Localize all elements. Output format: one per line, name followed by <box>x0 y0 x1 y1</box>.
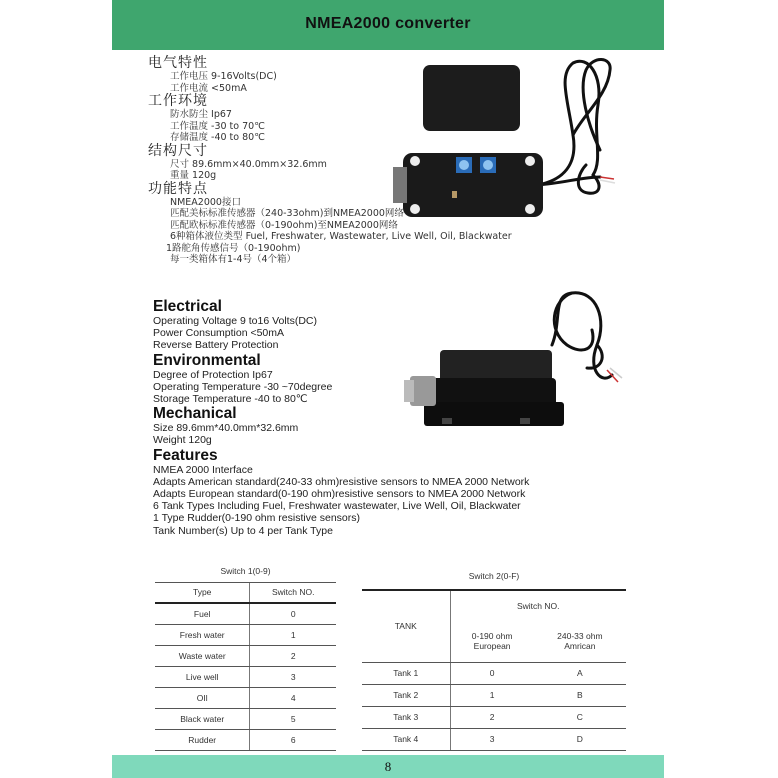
table-row <box>155 645 336 666</box>
en-features-heading: Features <box>153 446 218 464</box>
switch2-european-cell: 1 <box>450 684 534 706</box>
cn-features-line: 匹配美标标准传感器（240-33ohm)到NMEA2000网络 <box>170 208 404 219</box>
cn-features-line: NMEA2000接口 <box>170 196 241 208</box>
en-electrical-heading: Electrical <box>153 298 222 315</box>
switch2-european-cell: 0 <box>450 662 534 684</box>
en-features-line: 6 Tank Types Including Fuel, Freshwater wastewater, Live Well, Oil, Blackwater <box>153 500 521 513</box>
switch2-european-cell: 3 <box>450 728 534 750</box>
switch1-number-cell: 4 <box>250 687 336 708</box>
table-row <box>155 687 336 708</box>
switch2-european-header <box>450 620 534 662</box>
european-range: 0-190 ohm <box>471 630 513 641</box>
cn-features-heading: 功能特点 <box>148 180 208 197</box>
table-row <box>155 603 336 624</box>
en-electrical-line: Operating Voltage 9 to16 Volts(DC) <box>153 315 318 327</box>
cn-environmental-heading: 工作环境 <box>148 93 208 109</box>
switch1-number-cell: 6 <box>250 729 336 750</box>
cn-mechanical-line: 尺寸 89.6mm×40.0mm×32.6mm <box>170 158 327 170</box>
table-row <box>362 728 626 750</box>
switch2-caption: Switch 2(0-F) <box>362 562 626 590</box>
table-row <box>362 662 626 684</box>
switch2-american-cell: B <box>534 684 626 706</box>
cn-electrical-line: 工作电压 9-16Volts(DC) <box>170 71 277 82</box>
cn-features-line: 每一类箱体有1-4号（4个箱） <box>170 254 297 265</box>
switch2-european-cell: 2 <box>450 706 534 728</box>
en-features-line: Adapts American standard(240-33 ohm)resistive sensors to NMEA 2000 Network <box>153 475 530 488</box>
american-range: 240-33 ohm <box>557 630 603 641</box>
en-mechanical-line: Size 89.6mm*40.0mm*32.6mm <box>153 422 299 435</box>
switch2-american-header <box>534 620 626 662</box>
en-environmental-line: Storage Temperature -40 to 80℃ <box>153 393 308 406</box>
switch2-american-cell: D <box>534 728 626 750</box>
switch1-header-type: Type <box>155 582 250 603</box>
cn-mechanical-heading: 结构尺寸 <box>148 142 208 159</box>
en-electrical-line: Reverse Battery Protection <box>153 339 279 352</box>
table-row <box>155 624 336 645</box>
switch2-tank-cell: Tank 1 <box>362 662 450 684</box>
footer-band <box>112 755 664 778</box>
switch1-type-cell: OIl <box>155 687 250 708</box>
table-row <box>155 729 336 750</box>
switch1-type-cell: Fresh water <box>155 624 250 645</box>
cn-environmental-line: 工作温度 -30 to 70℃ <box>170 120 265 132</box>
switch1-number-cell: 1 <box>250 624 336 645</box>
switch2-tank-header: TANK <box>362 590 450 662</box>
switch1-number-cell: 3 <box>250 666 336 687</box>
en-mechanical-line: Weight 120g <box>153 434 212 447</box>
switch2-american-cell: C <box>534 706 626 728</box>
table-row <box>362 706 626 728</box>
header-band <box>112 0 664 50</box>
switch2-switch-header: Switch NO. <box>516 600 560 611</box>
switch1-type-cell: Fuel <box>155 603 250 624</box>
en-features-line: 1 Type Rudder(0-190 ohm resistive sensors) <box>153 512 360 525</box>
european-label: European <box>473 640 511 651</box>
switch2-tank-cell: Tank 2 <box>362 684 450 706</box>
cn-environmental-line: 存储温度 -40 to 80℃ <box>170 132 265 143</box>
switch2-tank-cell: Tank 3 <box>362 706 450 728</box>
cn-mechanical-line: 重量 120g <box>170 170 217 181</box>
page-number: 8 <box>384 759 392 774</box>
product-top-photo <box>388 55 620 255</box>
en-environmental-line: Operating Temperature -30 ~70degree <box>153 380 333 393</box>
switch1-type-cell: Black water <box>155 708 250 729</box>
en-environmental-heading: Environmental <box>153 351 261 369</box>
page-title: NMEA2000 converter <box>305 15 471 32</box>
en-mechanical-heading: Mechanical <box>153 405 237 423</box>
cn-features-line: 6种箱体液位类型 Fuel, Freshwater, Wastewater, Live Well, Oil, Blackwater <box>170 231 512 242</box>
table-row <box>155 708 336 729</box>
switch1-number-cell: 0 <box>250 603 336 624</box>
switch1-number-cell: 2 <box>250 645 336 666</box>
cn-features-line: 匹配欧标标准传感器（0-190ohm)至NMEA2000网络 <box>170 219 398 231</box>
table-row <box>362 684 626 706</box>
switch1-type-cell: Rudder <box>155 729 250 750</box>
switch1-header-switch: Switch NO. <box>250 582 336 603</box>
cn-electrical-heading: 电气特性 <box>148 55 208 71</box>
switch1-table <box>155 560 336 751</box>
switch2-table <box>362 562 626 751</box>
american-label: Amrican <box>564 640 596 651</box>
cn-electrical-line: 工作电流 <50mA <box>170 82 247 94</box>
table-row <box>155 666 336 687</box>
cn-environmental-line: 防水防尘 Ip67 <box>170 109 232 120</box>
switch1-caption: Switch 1(0-9) <box>155 560 336 582</box>
en-features-line: NMEA 2000 Interface <box>153 463 253 476</box>
en-features-line: Tank Number(s) Up to 4 per Tank Type <box>153 524 333 537</box>
en-environmental-line: Degree of Protection Ip67 <box>153 368 273 381</box>
en-electrical-line: Power Consumption <50mA <box>153 327 285 340</box>
switch1-type-cell: Live well <box>155 666 250 687</box>
switch2-american-cell: A <box>534 662 626 684</box>
switch1-number-cell: 5 <box>250 708 336 729</box>
en-features-line: Adapts European standard(0-190 ohm)resistive sensors to NMEA 2000 Network <box>153 488 526 501</box>
product-side-photo <box>402 290 624 440</box>
switch1-type-cell: Waste water <box>155 645 250 666</box>
switch2-tank-cell: Tank 4 <box>362 728 450 750</box>
cn-features-line: 1路舵角传感信号（0-190ohm) <box>166 242 301 254</box>
